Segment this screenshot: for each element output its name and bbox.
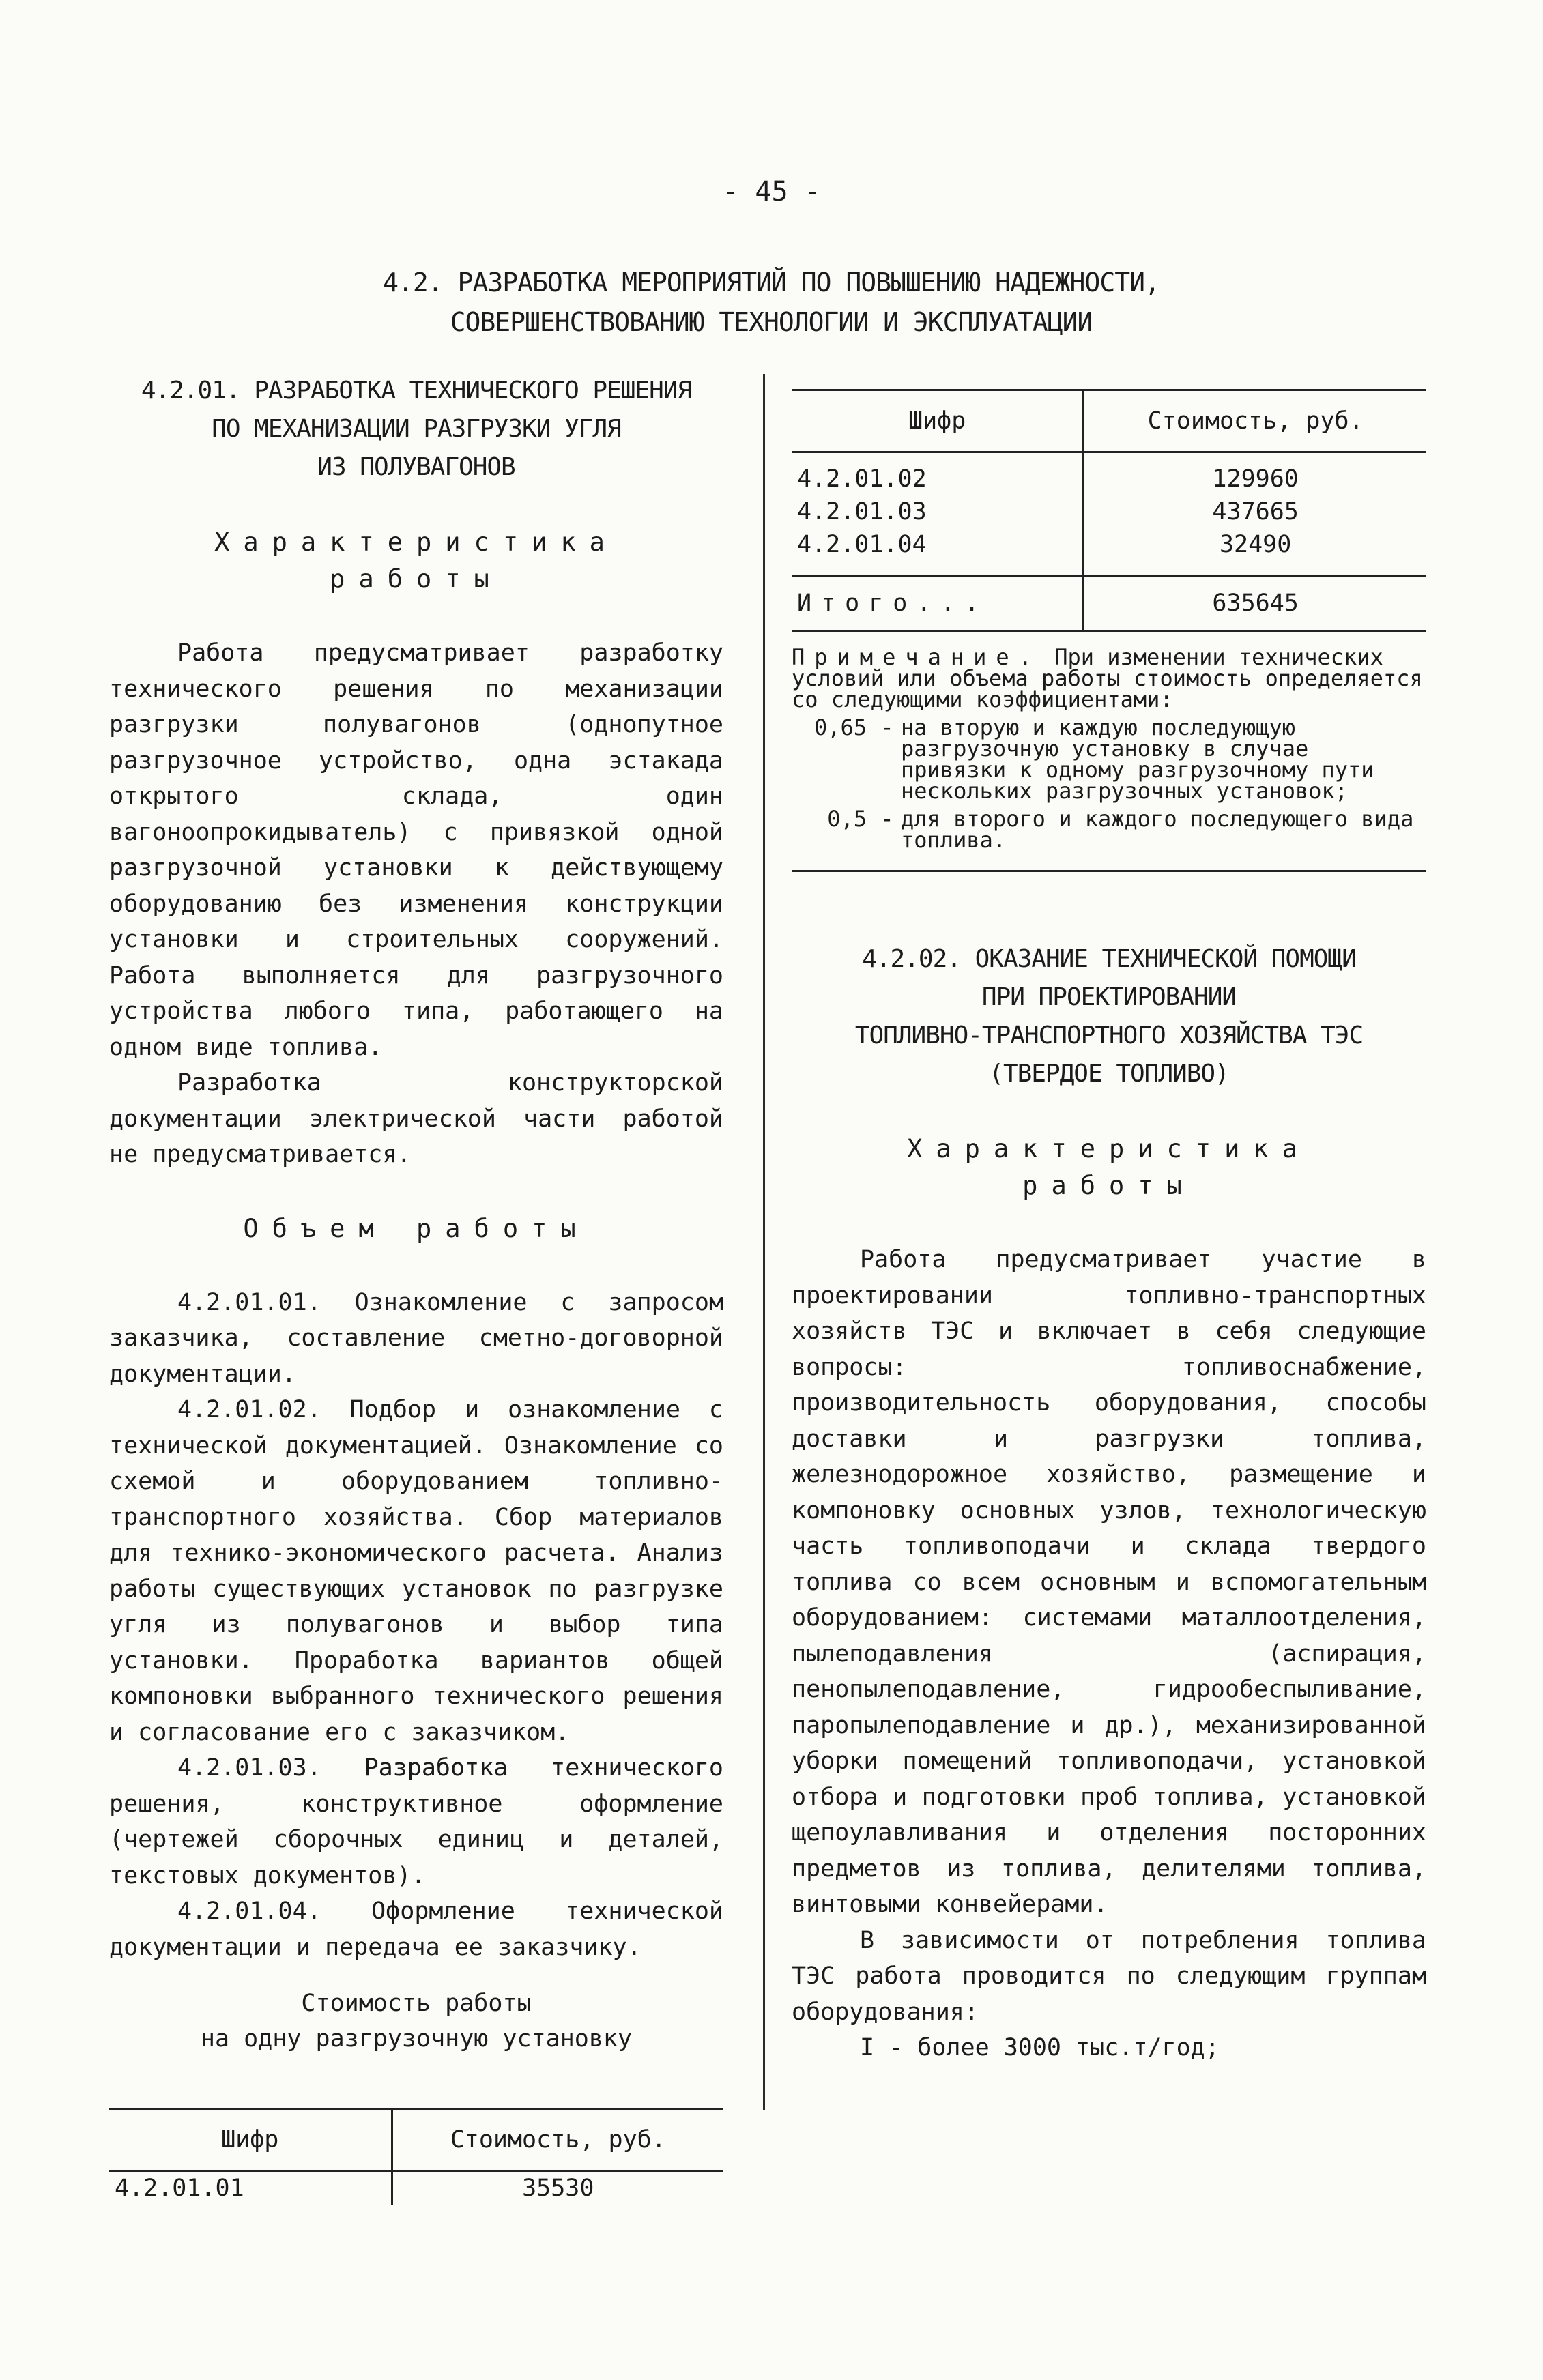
cost-caption: на одну разгрузочную установку (200, 2025, 633, 2052)
table-header-row (792, 390, 1426, 452)
work-heading: работы (330, 564, 503, 594)
work-item: 4.2.01.03. Разработка технического решения, конструктивное оформление (чертежей сборочных единиц и деталей, текстовых документов). (109, 1754, 723, 1889)
coefficient-item (792, 806, 1426, 853)
left-column (109, 372, 723, 2205)
cost-table-left (109, 2108, 723, 2205)
coefficient-dash: - (880, 806, 894, 832)
volume-heading: Объем работы (243, 1213, 590, 1243)
column-header-code: Шифр (109, 2109, 392, 2171)
note-text: При изменении технических условий или объема работы стоимость определяется со следующими коэффициентами: (792, 644, 1423, 712)
description-paragraph: Работа предусматривает разработку технического решения по механизации разгрузки полувагонов (однопутное разгрузочное устройство, одна эстакада открытого склада, один вагоноопрокидыватель) с привязкой одной разгрузочной установки к действующему оборудованию без изменения конструкции установки и строительных сооружений. Работа выполняется для разгрузочного устройства любого типа, работающего на одном виде топлива. (109, 639, 723, 1061)
coefficient-item (792, 714, 1426, 804)
total-value: 635645 (1084, 576, 1426, 631)
column-divider (763, 374, 765, 2110)
code-cell: 4.2.01.03 (792, 495, 1084, 528)
section-title-line: 4.2.02. ОКАЗАНИЕ ТЕХНИЧЕСКОЙ ПОМОЩИ (862, 945, 1356, 973)
description-paragraph: В зависимости от потребления топлива ТЭС работа проводится по следующим группам оборудования: (792, 1926, 1426, 2026)
cost-table-right (792, 389, 1426, 632)
section-title-line: (ТВЕРДОЕ ТОПЛИВО) (989, 1060, 1229, 1088)
main-title-line: СОВЕРШЕНСТВОВАНИЮ ТЕХНОЛОГИИ И ЭКСПЛУАТАЦИИ (450, 307, 1093, 337)
cost-cell: 129960 (1212, 465, 1299, 493)
equipment-group: I - более 3000 тыс.т/год; (860, 2034, 1220, 2061)
coefficient-text: для второго и каждого последующего вида топлива. (901, 806, 1414, 853)
section-title-line: ПО МЕХАНИЗАЦИИ РАЗГРУЗКИ УГЛЯ (212, 415, 621, 443)
right-column (792, 372, 1426, 2066)
total-row (792, 576, 1426, 631)
note-lead: Примечание. (792, 644, 1041, 670)
note (792, 644, 1426, 712)
section-title-4-2-02 (792, 940, 1426, 1093)
work-item: 4.2.01.02. Подбор и ознакомление с технической документацией. Ознакомление со схемой и оборудованием топливно-транспортного хозяйства. Сбор материалов для технико-экономического расчета. Анализ работы существующих установок по разгрузке угля из полувагонов и выбор типа установки. Проработка вариантов общей компоновки выбранного технического решения и согласование его с заказчиком. (109, 1396, 723, 1746)
main-title (205, 263, 1338, 342)
table-row (792, 452, 1426, 496)
section-title-line: ИЗ ПОЛУВАГОНОВ (317, 453, 515, 481)
work-heading: работы (1022, 1171, 1196, 1200)
coefficient-value: 0,65 (813, 714, 867, 740)
description-paragraph: Разработка конструкторской документации электрической части работой не предусматривается. (109, 1069, 723, 1168)
section-title-4-2-01 (109, 372, 723, 487)
table-header-row (109, 2109, 723, 2171)
cost-caption: Стоимость работы (301, 1990, 532, 2017)
code-cell: 4.2.01.01 (109, 2171, 392, 2205)
table-row (792, 528, 1426, 576)
cost-cell: 437665 (1212, 498, 1299, 525)
cost-cell: 32490 (1219, 531, 1292, 558)
coefficient-value: 0,5 (827, 806, 867, 832)
code-cell: 4.2.01.02 (792, 452, 1084, 496)
coefficient-text: на вторую и каждую последующую разгрузочную установку в случае привязки к одному разгрузочному пути нескольких разгрузочных установок; (901, 714, 1374, 804)
table-row (109, 2171, 723, 2205)
section-title-line: 4.2.01. РАЗРАБОТКА ТЕХНИЧЕСКОГО РЕШЕНИЯ (141, 377, 692, 405)
cost-cell: 35530 (522, 2175, 594, 2202)
total-label: Итого... (792, 576, 1084, 631)
characteristic-heading: Характеристика (214, 527, 618, 557)
page-number: - 45 - (722, 176, 821, 207)
characteristic-heading: Характеристика (907, 1134, 1311, 1163)
code-cell: 4.2.01.04 (792, 528, 1084, 576)
column-header-cost: Стоимость, руб. (1084, 390, 1426, 452)
section-title-line: ТОПЛИВНО-ТРАНСПОРТНОГО ХОЗЯЙСТВА ТЭС (854, 1021, 1364, 1049)
coefficient-dash: - (880, 714, 894, 740)
main-title-line: 4.2. РАЗРАБОТКА МЕРОПРИЯТИЙ ПО ПОВЫШЕНИЮ НАДЕЖНОСТИ, (383, 267, 1159, 298)
work-item: 4.2.01.04. Оформление технической документации и передача ее заказчику. (109, 1898, 723, 1961)
column-header-code: Шифр (792, 390, 1084, 452)
work-item: 4.2.01.01. Ознакомление с запросом заказчика, составление сметно-договорной документации. (109, 1288, 723, 1388)
section-title-line: ПРИ ПРОЕКТИРОВАНИИ (981, 983, 1237, 1011)
column-header-cost: Стоимость, руб. (392, 2109, 723, 2171)
description-paragraph: Работа предусматривает участие в проектировании топливно-транспортных хозяйств ТЭС и включает в себя следующие вопросы: топливоснабжение, производительность оборудования, способы доставки и разгрузки топлива, железнодорожное хозяйство, размещение и компоновку основных узлов, технологическую часть топливоподачи и склада твердого топлива со всем основным и вспомогательным оборудованием: системами маталлоотделения, пылеподавления (аспирация, пенопылеподавление, гидрообеспыливание, паропылеподавление и др.), механизированной уборки помещений топливоподачи, установкой отбора и подготовки проб топлива, установкой щепоулавливания и отделения посторонних предметов из топлива, делителями топлива, винтовыми конвейерами. (792, 1246, 1426, 1918)
table-row (792, 495, 1426, 528)
